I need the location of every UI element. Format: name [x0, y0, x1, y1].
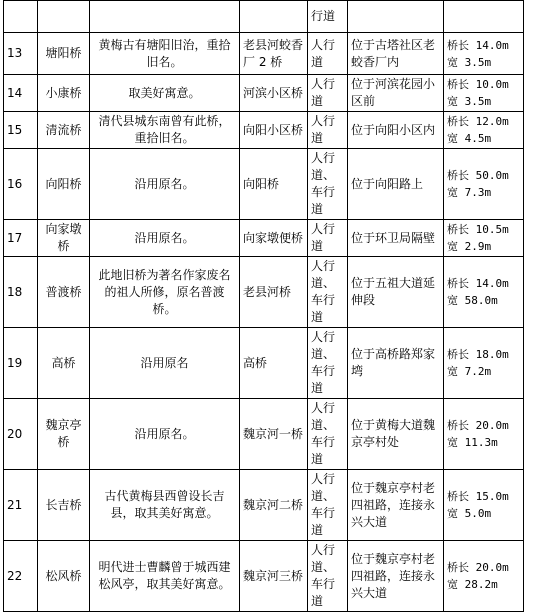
naming-reason: 沿用原名。 [90, 220, 240, 257]
cell-desc [90, 1, 240, 33]
original-location: 河滨小区桥 [240, 75, 308, 112]
row-number: 14 [4, 75, 38, 112]
traffic-type: 人行道、车行道 [308, 149, 348, 220]
row-number: 13 [4, 33, 38, 75]
naming-reason: 黄梅古有塘阳旧治，重拾旧名。 [90, 33, 240, 75]
traffic-type: 人行道、车行道 [308, 541, 348, 612]
bridge-width: 宽 5.0m [447, 507, 492, 520]
bridge-length: 桥长 15.0m [447, 490, 509, 503]
naming-reason: 此地旧桥为著名作家废名的祖人所修，原名普渡桥。 [90, 257, 240, 328]
bridge-position: 位于高桥路郑家塆 [348, 328, 444, 399]
cell-name [38, 1, 90, 33]
bridge-size [444, 112, 524, 149]
original-location: 魏京河三桥 [240, 541, 308, 612]
original-location: 高桥 [240, 328, 308, 399]
traffic-type: 人行道、车行道 [308, 470, 348, 541]
bridge-size [444, 149, 524, 220]
naming-reason: 清代县城东南曾有此桥，重拾旧名。 [90, 112, 240, 149]
bridge-position: 位于五祖大道延伸段 [348, 257, 444, 328]
table-row [4, 541, 524, 612]
traffic-type: 人行道 [308, 112, 348, 149]
bridge-name: 向家墩桥 [38, 220, 90, 257]
bridge-width: 宽 11.3m [447, 436, 498, 449]
cell-position [348, 1, 444, 33]
traffic-type: 人行道、车行道 [308, 328, 348, 399]
row-number: 16 [4, 149, 38, 220]
cell-traffic: 行道 [308, 1, 348, 33]
bridge-size [444, 75, 524, 112]
bridge-width: 宽 3.5m [447, 55, 492, 69]
bridge-name: 小康桥 [38, 75, 90, 112]
original-location: 魏京河一桥 [240, 399, 308, 470]
table-row [4, 149, 524, 220]
traffic-type: 人行道 [308, 33, 348, 75]
bridge-width: 宽 2.9m [447, 240, 492, 253]
bridge-position: 位于向阳路上 [348, 149, 444, 220]
original-location: 魏京河二桥 [240, 470, 308, 541]
bridge-size [444, 541, 524, 612]
table-row [4, 112, 524, 149]
table-row [4, 328, 524, 399]
bridge-name: 清流桥 [38, 112, 90, 149]
naming-reason: 取美好寓意。 [90, 75, 240, 112]
table-row [4, 1, 524, 33]
bridge-width: 宽 58.0m [447, 294, 498, 307]
bridge-width: 宽 4.5m [447, 132, 492, 145]
naming-reason: 沿用原名 [90, 328, 240, 399]
bridge-length: 桥长 12.0m [447, 115, 509, 128]
bridge-name: 长吉桥 [38, 470, 90, 541]
original-location: 老县河桥 [240, 257, 308, 328]
row-number: 22 [4, 541, 38, 612]
table-row [4, 257, 524, 328]
cell-location [240, 1, 308, 33]
bridge-width: 宽 28.2m [447, 578, 498, 591]
bridge-width: 宽 7.3m [447, 186, 492, 199]
table-row [4, 399, 524, 470]
bridge-width: 宽 7.2m [447, 365, 492, 378]
bridge-name: 高桥 [38, 328, 90, 399]
cell-size [444, 1, 524, 33]
row-number: 15 [4, 112, 38, 149]
row-number: 17 [4, 220, 38, 257]
original-location: 向阳小区桥 [240, 112, 308, 149]
original-location: 老县河蛟香厂 2 桥 [240, 33, 308, 75]
bridge-position: 位于环卫局隔壁 [348, 220, 444, 257]
bridge-name: 魏京亭桥 [38, 399, 90, 470]
bridge-width: 宽 3.5m [447, 95, 492, 108]
naming-reason: 明代进士曹麟曾于城西建松风亭，取其美好寓意。 [90, 541, 240, 612]
table-row [4, 220, 524, 257]
traffic-type: 人行道、车行道 [308, 399, 348, 470]
bridge-length: 桥长 10.0m [447, 78, 509, 91]
table-row [4, 470, 524, 541]
bridge-size [444, 328, 524, 399]
bridge-name: 塘阳桥 [38, 33, 90, 75]
bridge-size [444, 220, 524, 257]
bridge-length: 桥长 20.0m [447, 419, 509, 432]
row-number: 20 [4, 399, 38, 470]
bridge-length: 桥长 50.0m [447, 169, 509, 182]
bridge-size [444, 399, 524, 470]
bridge-length: 桥长 10.5m [447, 223, 509, 236]
naming-reason: 沿用原名。 [90, 399, 240, 470]
table-row [4, 33, 524, 75]
naming-reason: 沿用原名。 [90, 149, 240, 220]
bridge-length: 桥长 14.0m [447, 277, 509, 290]
bridge-size [444, 470, 524, 541]
cell-no [4, 1, 38, 33]
bridge-position: 位于黄梅大道魏京亭村处 [348, 399, 444, 470]
bridge-position: 位于魏京亭村老四祖路，连接永兴大道 [348, 541, 444, 612]
traffic-type: 人行道、车行道 [308, 257, 348, 328]
row-number: 19 [4, 328, 38, 399]
bridge-naming-table [3, 0, 524, 612]
bridge-length: 桥长 20.0m [447, 561, 509, 574]
traffic-type: 人行道 [308, 75, 348, 112]
bridge-name: 松风桥 [38, 541, 90, 612]
table-row [4, 75, 524, 112]
bridge-length: 桥长 18.0m [447, 348, 509, 361]
bridge-name: 普渡桥 [38, 257, 90, 328]
bridge-position: 位于河滨花园小区前 [348, 75, 444, 112]
bridge-size [444, 257, 524, 328]
naming-reason: 古代黄梅县西曾设长吉县，取其美好寓意。 [90, 470, 240, 541]
bridge-size [444, 33, 524, 75]
bridge-position: 位于古塔社区老蛟香厂内 [348, 33, 444, 75]
row-number: 18 [4, 257, 38, 328]
bridge-length: 桥长 14.0m [447, 38, 509, 52]
bridge-position: 位于向阳小区内 [348, 112, 444, 149]
original-location: 向家墩便桥 [240, 220, 308, 257]
traffic-type: 人行道 [308, 220, 348, 257]
bridge-name: 向阳桥 [38, 149, 90, 220]
bridge-position: 位于魏京亭村老四祖路，连接永兴大道 [348, 470, 444, 541]
original-location: 向阳桥 [240, 149, 308, 220]
row-number: 21 [4, 470, 38, 541]
